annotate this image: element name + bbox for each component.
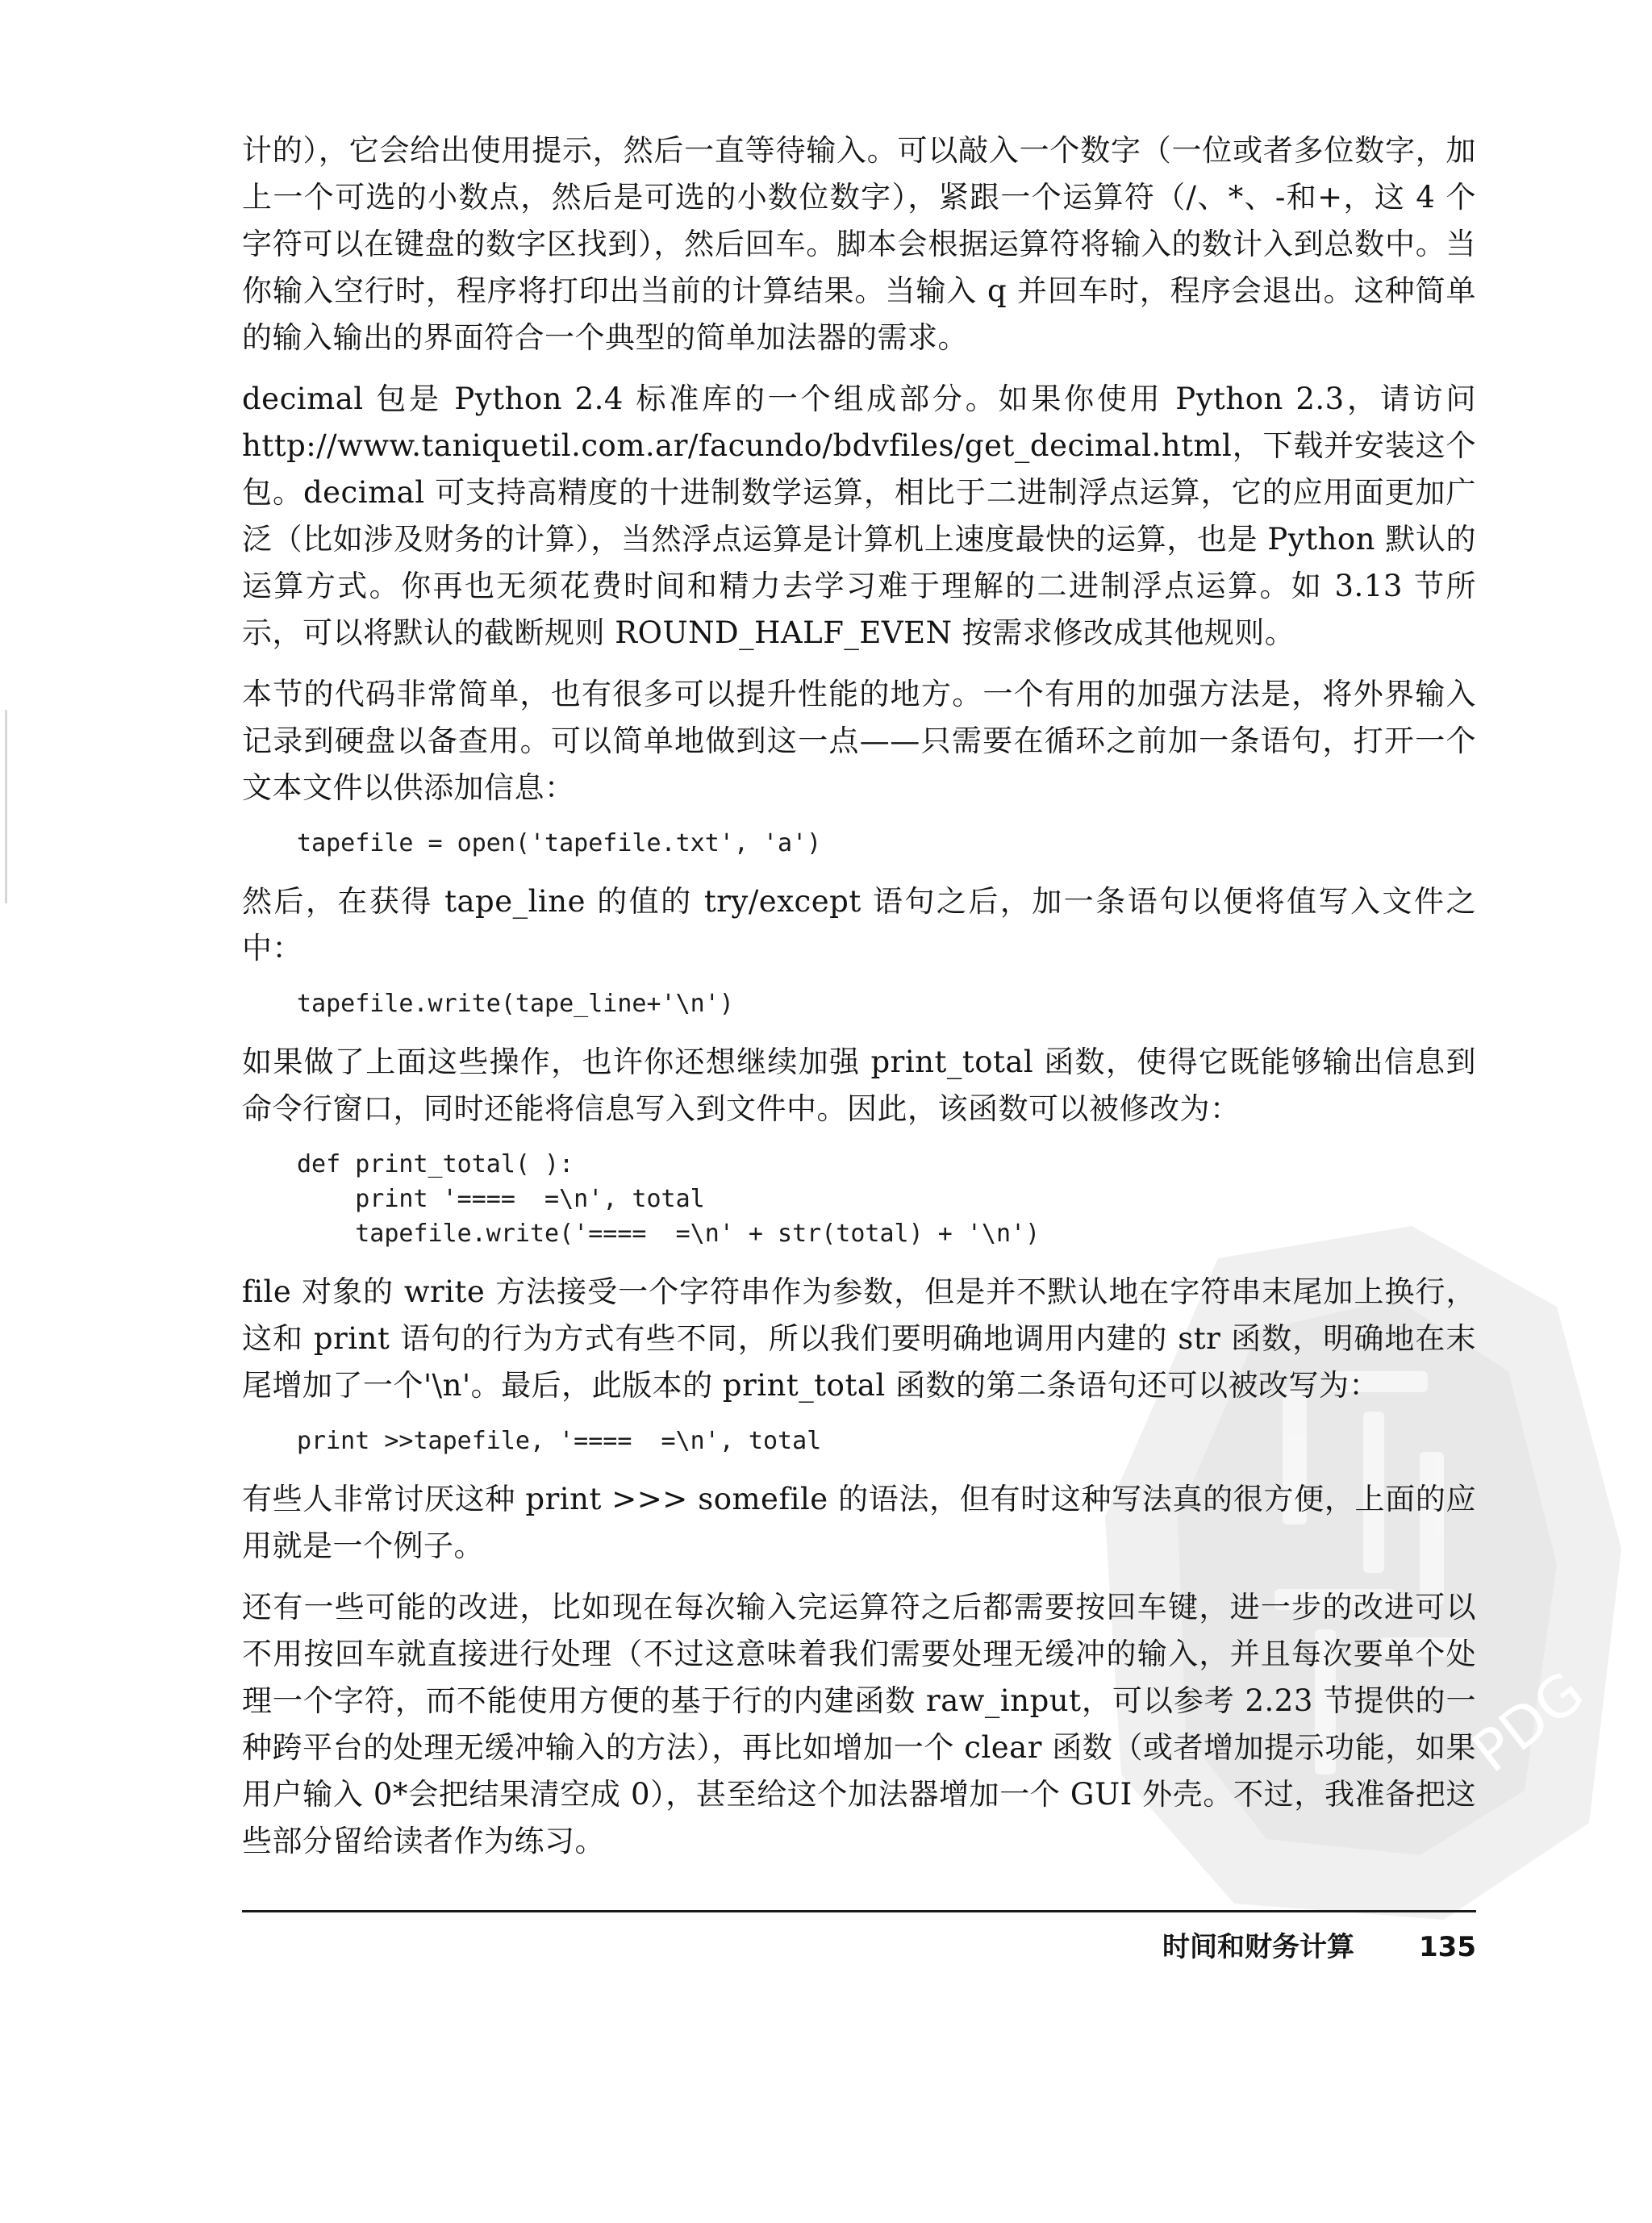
paragraph-decimal-package: decimal 包是 Python 2.4 标准库的一个组成部分。如果你使用 Python 2.3，请访问 http://www.taniquetil.com.ar/facundo/bdvfiles/get_decimal.html，下载并安装这个包。decimal 可支持高精度的十进制数学运算，相比于二进制浮点运算，它的应用面更加广泛（比如涉及财务的计算），当然浮点运算是计算机上速度最快的运算，也是 Python 默认的运算方式。你再也无须花费时间和精力去学习难于理解的二进制浮点运算。如 3.13 节所示，可以将默认的截断规则 ROUND_HALF_EVEN 按需求修改成其他规则。 [242, 382, 1476, 650]
paragraph-improvements: 还有一些可能的改进，比如现在每次输入完运算符之后都需要按回车键，进一步的改进可以不用按回车就直接进行处理（不过这意味着我们需要处理无缓冲的输入，并且每次要单个处理一个字符，而不能使用方便的基于行的内建函数 raw_input，可以参考 2.23 节提供的一种跨平台的处理无缓冲输入的方法），再比如增加一个 clear 函数（或者增加提示功能，如果用户输入 0*会把结果清空成 0），甚至给这个加法器增加一个 GUI 外壳。不过，我准备把这些部分留给读者作为练习。 [242, 1590, 1476, 1858]
paragraph-print-total: 如果做了上面这些操作，也许你还想继续加强 print_total 函数，使得它既能够输出信息到命令行窗口，同时还能将信息写入到文件中。因此，该函数可以被修改为： [242, 1045, 1476, 1126]
paragraph-write-method: file 对象的 write 方法接受一个字符串作为参数，但是并不默认地在字符串末尾加上换行，这和 print 语句的行为方式有些不同，所以我们要明确地调用内建的 str 函数，明确地在末尾增加了一个'\n'。最后，此版本的 print_total 函数的第二条语句还可以被改写为： [242, 1274, 1476, 1403]
code-open-tapefile: tapefile = open('tapefile.txt', 'a') [297, 829, 822, 857]
page-body [242, 127, 1476, 1879]
footer-section-name: 时间和财务计算 [1162, 1931, 1355, 1963]
page-number: 135 [1419, 1931, 1476, 1963]
paragraph-usage-intro: 计的），它会给出使用提示，然后一直等待输入。可以敲入一个数字（一位或者多位数字，加上一个可选的小数点，然后是可选的小数位数字），紧跟一个运算符（/、*、-和+，这 4 个字符可以在键盘的数字区找到），然后回车。脚本会根据运算符将输入的数计入到总数中。当你输入空行时，程序将打印出当前的计算结果。当输入 q 并回车时，程序会退出。这种简单的输入输出的界面符合一个典型的简单加法器的需求。 [242, 133, 1476, 355]
code-print-redirect: print >>tapefile, '==== =\n', total [297, 1427, 822, 1455]
code-print-total-def: def print_total( ): print '==== =\n', total tapefile.write('==== =\n' + str(total) + '\n') [297, 1150, 1041, 1248]
page-footer [242, 1929, 1476, 1965]
paragraph-tape-log: 本节的代码非常简单，也有很多可以提升性能的地方。一个有用的加强方法是，将外界输入记录到硬盘以备查用。可以简单地做到这一点——只需要在循环之前加一条语句，打开一个文本文件以供添加信息： [242, 677, 1476, 805]
code-write-tape-line: tapefile.write(tape_line+'\n') [297, 990, 734, 1018]
footer-rule [242, 1910, 1476, 1912]
scan-edge-mark [5, 710, 7, 903]
paragraph-write-line: 然后，在获得 tape_line 的值的 try/except 语句之后，加一条语句以便将值写入文件之中： [242, 884, 1476, 966]
watermark-text: PDG [1459, 1658, 1596, 1786]
paragraph-print-syntax: 有些人非常讨厌这种 print >>> somefile 的语法，但有时这种写法真的很方便，上面的应用就是一个例子。 [242, 1482, 1476, 1563]
